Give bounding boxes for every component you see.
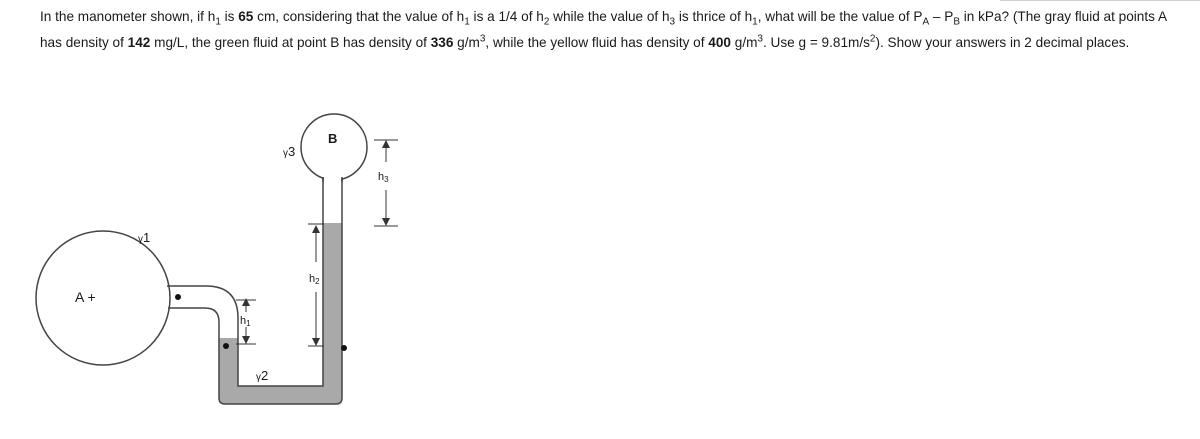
gamma2-label: γ2 — [256, 368, 269, 383]
pipe-a-inner — [168, 176, 342, 404]
q-sub: B — [953, 16, 960, 28]
point-dot-right-leg — [341, 345, 347, 351]
q-text: cm, considering that the value of h — [253, 9, 465, 24]
h1-value: 65 — [238, 9, 254, 24]
q-text: is — [220, 9, 239, 24]
q-sup: 3 — [479, 33, 486, 45]
q-text: ). Show your answers in 2 decimal places. — [875, 35, 1130, 50]
q-text: In the manometer shown, if h — [40, 9, 216, 24]
point-dot-left-leg — [223, 343, 229, 349]
q-sub: 1 — [464, 16, 470, 28]
q-text: is a 1/4 of h — [469, 9, 544, 24]
q-sub: 3 — [669, 16, 676, 28]
label-b: B — [328, 131, 338, 146]
q-text: while the value of h — [549, 9, 670, 24]
q-text: in kPa? (The gray fluid at points A — [960, 9, 1168, 24]
pipe-a-outer — [167, 176, 323, 386]
h1-label: h1 — [240, 315, 251, 328]
q-text: g/m — [453, 35, 480, 50]
density-yellow-value: 400 — [708, 35, 731, 50]
q-text: g/m — [730, 35, 758, 50]
q-sub: 2 — [543, 16, 550, 28]
q-text: is thrice of h — [675, 9, 753, 24]
label-a: A + — [75, 289, 96, 305]
h2-label: h2 — [309, 273, 320, 286]
density-green-value: 336 — [430, 35, 454, 50]
vessel-a — [36, 231, 170, 365]
q-text: has density of — [40, 35, 128, 50]
density-gray-value: 142 — [127, 35, 151, 50]
q-text: – P — [929, 9, 954, 24]
q-text: , while the yellow fluid has density of — [485, 35, 709, 50]
point-dot-a-pipe — [175, 294, 181, 300]
q-text: , what will be the value of P — [757, 9, 923, 24]
q-sub: A — [922, 16, 930, 28]
h3-label: h3 — [378, 171, 389, 184]
gamma1-label: γ1 — [138, 230, 151, 245]
q-text: . Use g = 9.81m/s — [762, 35, 870, 50]
q-sub: 1 — [752, 16, 758, 28]
q-sup: 3 — [757, 33, 763, 45]
q-sup: 2 — [869, 33, 876, 45]
q-text: mg/L, the green fluid at point B has density of — [150, 35, 431, 50]
q-sub: 1 — [215, 16, 221, 28]
gamma3-label: γ3 — [283, 144, 296, 159]
